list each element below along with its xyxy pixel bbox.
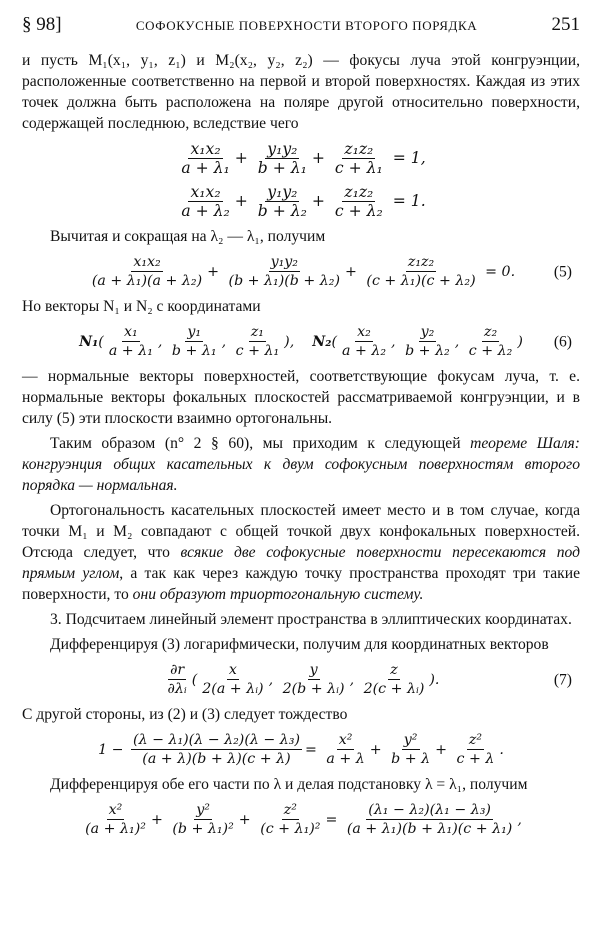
paragraph-intro: и пусть M₁(x₁, y₁, z₁) и M₂(x₂, y₂, z₂) — фокусы луча этой конгруэнции, расположенные соответственно на первой и второй поверхностях. Каждая из этих точек должна быть расположена на поляре другой относительно поверхности, содержащей последнюю, вследствие чего bbox=[22, 52, 580, 132]
paragraph-item-3: 3. Подсчитаем линейный элемент пространства в эллиптических координатах. bbox=[50, 611, 572, 628]
fraction: $\frac{\text{y₁}}{\text{b + λ₁}}$ bbox=[171, 324, 217, 359]
fraction: $\frac{\text{z₁}}{\text{c + λ₁}}$ bbox=[235, 324, 280, 359]
equation-final: $\frac{\text{x²}}{\text{(a + λ₁)²}}$ + $\frac{\text{y²}}{\text{(b + λ₁)²}}$ + $\frac{\text{z²}}{\text{(c + λ₁)²}}$ = $\frac{\text{(λ₁ − λ₂)(λ₁ − λ₃)}}{\text{(a + λ₁)(b + λ₁)(c + λ₁)}}$ , bbox=[85, 802, 522, 837]
running-header bbox=[22, 14, 580, 50]
fraction: $\frac{\text{x₁x₂}}{\text{(a + λ₁)(a + λ₂)}}$ bbox=[91, 254, 203, 289]
fraction: $\frac{\text{z²}}{\text{(c + λ₁)²}}$ bbox=[260, 802, 321, 837]
fraction: $\frac{\text{(λ₁ − λ₂)(λ₁ − λ₃)}}{\text{(a + λ₁)(b + λ₁)(c + λ₁)}}$ bbox=[346, 802, 513, 837]
equation-lambda2: $\frac{\text{x₁x₂}}{\text{a + λ₂}}$ + $\frac{\text{y₁y₂}}{\text{b + λ₂}}$ + $\frac{\text{z₁z₂}}{\text{c + λ₂}}$ = 1. bbox=[181, 183, 426, 220]
fraction: $\frac{\partial r}{\text{∂λᵢ}}$ bbox=[167, 662, 187, 697]
theorem-text: теореме Шаля: конгруэнция общих касательных к двум софокусным поверхностям второго порядка — нормальная. bbox=[22, 435, 580, 494]
fraction: $\frac{x}{\text{2(a + λᵢ)}}$ bbox=[202, 662, 264, 697]
paragraph-identity: С другой стороны, из (2) и (3) следует тождество bbox=[22, 706, 348, 723]
fraction: $\frac{\text{y²}}{b + \lambda}$ bbox=[391, 732, 431, 767]
fraction: $\frac{\text{z₁z₂}}{\text{(c + λ₁)(c + λ₂)}}$ bbox=[366, 254, 476, 289]
equation-7: $\frac{\partial r}{\text{∂λᵢ}}$ ( $\frac{x}{\text{2(a + λᵢ)}}$ , $\frac{y}{\text{2(b + λᵢ)}}$ , $\frac{z}{\text{2(c + λᵢ)}}$ ). (7) bbox=[167, 662, 572, 697]
page-number: 251 bbox=[551, 14, 580, 35]
paragraph-subtract: Вычитая и сокращая на λ₂ — λ₁, получим bbox=[50, 228, 326, 245]
fraction: $\frac{z}{\text{2(c + λᵢ)}}$ bbox=[363, 662, 425, 697]
equation-6: N₁( $\frac{\text{x₁}}{\text{a + λ₁}}$ , $\frac{\text{y₁}}{\text{b + λ₁}}$ , $\frac{\text{z₁}}{\text{c + λ₁}}$ ), N₂( $\frac{\text{x₂}}{\text{a + λ₂}}$ , $\frac{\text{y₂}}{\text{b + λ₂}}$ , $\frac{\text{z₂}}{\text{c + λ₂}}$ ) (6) bbox=[79, 324, 572, 359]
fraction: $\frac{\text{x₂}}{\text{a + λ₂}}$ bbox=[342, 324, 387, 359]
fraction: $\frac{\text{y₂}}{\text{b + λ₂}}$ bbox=[405, 324, 450, 359]
running-title: СОФОКУСНЫЕ ПОВЕРХНОСТИ ВТОРОГО ПОРЯДКА bbox=[135, 18, 478, 33]
equation-number: (5) bbox=[553, 263, 572, 280]
equation-identity: 1 − $\frac{\text{(λ − λ₁)(λ − λ₂)(λ − λ₃)}}{(a + \lambda)(b + \lambda)(c + \lambda)}$ = $\frac{\text{x²}}{a + \lambda}$ + $\frac{\text{y²}}{b + \lambda}$ + $\frac{\text{z²}}{c + \lambda}$ . bbox=[98, 732, 504, 767]
fraction: $\frac{\text{x²}}{a + \lambda}$ bbox=[326, 732, 365, 767]
paragraph-normals: — нормальные векторы поверхностей, соответствующие фокусам луча, т. е. нормальные векторы фокальных плоскостей рассматриваемой конгруэнции, и в силу (5) эти плоскости взаимно ортогональны. bbox=[22, 368, 580, 427]
equation-5: $\frac{\text{x₁x₂}}{\text{(a + λ₁)(a + λ₂)}}$ + $\frac{\text{y₁y₂}}{\text{(b + λ₁)(b + λ₂)}}$ + $\frac{\text{z₁z₂}}{\text{(c + λ₁)(c + λ₂)}}$ = 0. (5) bbox=[91, 254, 572, 289]
fraction: $\frac{\text{y²}}{\text{(b + λ₁)²}}$ bbox=[172, 802, 234, 837]
fraction: $\frac{\text{x₁x₂}}{\text{a + λ₁}}$ bbox=[181, 140, 230, 177]
fraction: $\frac{\text{x₁}}{\text{a + λ₁}}$ bbox=[108, 324, 153, 359]
fraction: $\frac{\text{x₁x₂}}{\text{a + λ₂}}$ bbox=[181, 183, 230, 220]
paragraph-vectors: Но векторы N₁ и N₂ с координатами bbox=[22, 298, 261, 315]
fraction: $\frac{\text{x²}}{\text{(a + λ₁)²}}$ bbox=[85, 802, 146, 837]
fraction: $\frac{\text{z₁z₂}}{\text{c + λ₁}}$ bbox=[334, 140, 383, 177]
fraction: $\frac{\text{z²}}{c + \lambda}$ bbox=[456, 732, 495, 767]
fraction: $\frac{\text{y₁y₂}}{\text{(b + λ₁)(b + λ₂)}}$ bbox=[228, 254, 341, 289]
section-marker: § 98] bbox=[22, 14, 62, 35]
fraction: $\frac{\text{(λ − λ₁)(λ − λ₂)(λ − λ₃)}}{(a + \lambda)(b + \lambda)(c + \lambda)}$ bbox=[133, 732, 300, 767]
equation-number: (6) bbox=[553, 333, 572, 350]
paragraph-orthogonality: Ортогональность касательных плоскостей имеет место и в том случае, когда точки M₁ и M₂ совпадают с общей точкой двух конфокальных поверхностей. Отсюда следует, что всякие две софокусные поверхности пересекаются под прямым углом, а так как через каждую точку пространства проходят три такие поверхности, то они образуют триортогональную систему. bbox=[22, 502, 581, 603]
fraction: $\frac{\text{y₁y₂}}{\text{b + λ₁}}$ bbox=[257, 140, 307, 177]
paragraph-differentiate: Дифференцируя (3) логарифмически, получим для координатных векторов bbox=[50, 636, 549, 653]
paragraph-chasles-theorem: Таким образом (n° 2 § 60), мы приходим к следующей теореме Шаля: конгруэнция общих касательных к двум софокусным поверхностям второго порядка — нормальная. bbox=[22, 435, 580, 494]
fraction: $\frac{\text{z₁z₂}}{\text{c + λ₂}}$ bbox=[334, 183, 383, 220]
paragraph-substitution: Дифференцируя обе его части по λ и делая подстановку λ = λ₁, получим bbox=[50, 776, 528, 793]
fraction: $\frac{\text{z₂}}{\text{c + λ₂}}$ bbox=[468, 324, 513, 359]
equation-number: (7) bbox=[553, 671, 572, 688]
fraction: $\frac{y}{\text{2(b + λᵢ)}}$ bbox=[282, 662, 345, 697]
equation-lambda1: $\frac{\text{x₁x₂}}{\text{a + λ₁}}$ + $\frac{\text{y₁y₂}}{\text{b + λ₁}}$ + $\frac{\text{z₁z₂}}{\text{c + λ₁}}$ = 1, bbox=[181, 140, 426, 177]
fraction: $\frac{\text{y₁y₂}}{\text{b + λ₂}}$ bbox=[257, 183, 307, 220]
